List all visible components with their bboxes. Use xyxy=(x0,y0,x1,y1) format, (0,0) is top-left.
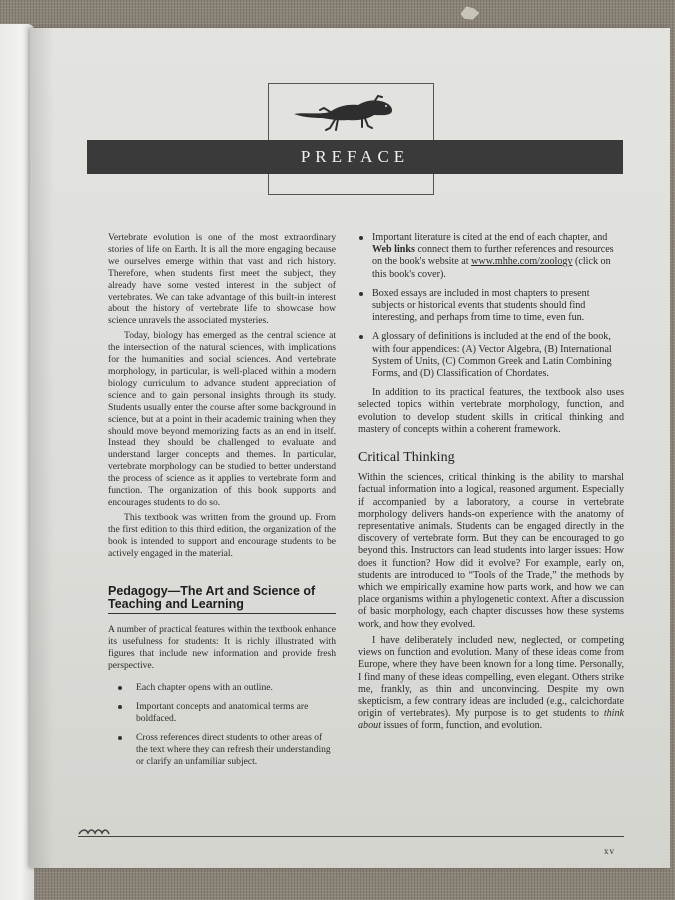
intro-paragraph: Vertebrate evolution is one of the most extraordinary stories of life on Earth. It is all the more engaging because we ourselves emerge within that vast and rich history. Therefore, when students first meet the subject, they already have some vested interest in the subject of vertebrates. We can take advantage of this built-in interest about the history of vertebrate life to showcase how science unravels the associated mysteries. xyxy=(108,232,336,327)
body-paragraph: Today, biology has emerged as the central science at the intersection of the natural sciences, with implications for the humanities and social sciences. And vertebrate morphology, in particular, is well-placed within a modern biology curriculum to advance student appreciation of science and to gain personal insights through its study. Students usually enter the course after some background in science, but at a point in their academic training when they should move beyond memorizing facts as an end in itself. Instead they should be challenged to evaluate and understand larger concepts and themes. In particular, vertebrate morphology can be studied to better understand the process of science as it applies to vertebrate form and function. The organization of this book supports and encourages students to do so. xyxy=(108,330,336,508)
page-number: xv xyxy=(604,846,615,856)
feature-list xyxy=(108,682,336,767)
right-column xyxy=(358,232,624,735)
body-paragraph: A number of practical features within the textbook enhance its usefulness for students: It is richly illustrated with figures that include new information and provide fresh perspective. xyxy=(108,624,336,672)
pedagogy-heading xyxy=(108,585,336,614)
website-link[interactable]: www.mhhe.com/zoology xyxy=(471,256,573,268)
text-run: (click on this book's cover). xyxy=(372,256,611,280)
body-paragraph xyxy=(358,635,624,733)
footer-ornament-icon xyxy=(78,826,110,836)
salamander-illustration xyxy=(292,88,396,136)
list-item: Boxed essays are included in most chapters to present subjects or historical events that students should find interesting, and perhaps from time to time, even fun. xyxy=(358,288,624,325)
paper-flake-icon xyxy=(456,4,482,22)
text-run: Important literature is cited at the end of each chapter, and xyxy=(372,232,608,243)
heading-line: Teaching and Learning xyxy=(108,597,244,612)
heading-line: Pedagogy—The Art and Science of xyxy=(108,584,316,599)
body-paragraph: In addition to its practical features, the textbook also uses selected topics within vertebrate morphology, function, and evolution to develop student skills in critical thinking and mastery of concepts within a coherent framework. xyxy=(358,387,624,435)
left-column xyxy=(108,232,336,775)
list-item xyxy=(358,232,624,281)
emphasis: think about xyxy=(358,708,624,732)
page-gutter-shadow xyxy=(30,28,54,868)
text-run: issues of form, function, and evolution. xyxy=(381,720,543,732)
feature-list xyxy=(358,232,624,380)
bold-term: Web links xyxy=(372,244,415,256)
list-item: A glossary of definitions is included at the end of the book, with four appendices: (A) Vector Algebra, (B) International System of Units, (C) Common Greek and Latin Combining Forms, and (D) Classification of Chordates. xyxy=(358,331,624,380)
text-run: connect them to further references and resources on the book's website at xyxy=(372,244,614,268)
list-item: Cross references direct students to other areas of the text where they can refresh their understanding or clarify an unfamiliar subject. xyxy=(108,732,336,768)
list-item: Each chapter opens with an outline. xyxy=(108,682,336,694)
critical-thinking-heading: Critical Thinking xyxy=(358,450,455,466)
page-title: PREFACE xyxy=(300,147,410,166)
footer-rule xyxy=(78,836,624,837)
left-page-edge xyxy=(0,24,34,900)
body-paragraph: This textbook was written from the ground up. From the first edition to this third edition, the organization of the book is intended to support and encourage students to be actively engaged in the material. xyxy=(108,511,336,559)
text-run: I have deliberately included new, neglected, or competing views on function and evolution. Many of these ideas come from Europe, where they have been known for a long time. Personally, I find many of these ideas compelling, even elegant. Others strike me, frankly, as thin and unconvincing. Despite my own skepticism, a few contrary ideas are included (e.g., calcichordate origin of vertebrates). My purpose is to get students to xyxy=(358,634,624,720)
list-item: Important concepts and anatomical terms are boldfaced. xyxy=(108,701,336,725)
preface-banner xyxy=(87,140,623,174)
body-paragraph: Within the sciences, critical thinking is the ability to marshal factual information into a logical, reasoned argument. Especially if accompanied by a laboratory, a course in vertebrate morphology delivers hands-on experience with the anatomy of representative animals. Students can be engaged directly in the discovery of vertebrate form. But they can be encouraged to go beyond this. Instructors can lead students into larger issues: How does it function? How did it evolve? For example, early on, students are introduced to “Tools of the Trade,” the methods by which we empirically examine how parts work, and how we can place organisms within a phylogenetic context. After a discussion of basic morphology, each chapter discusses how these systems work, and how they evolved. xyxy=(358,472,624,630)
